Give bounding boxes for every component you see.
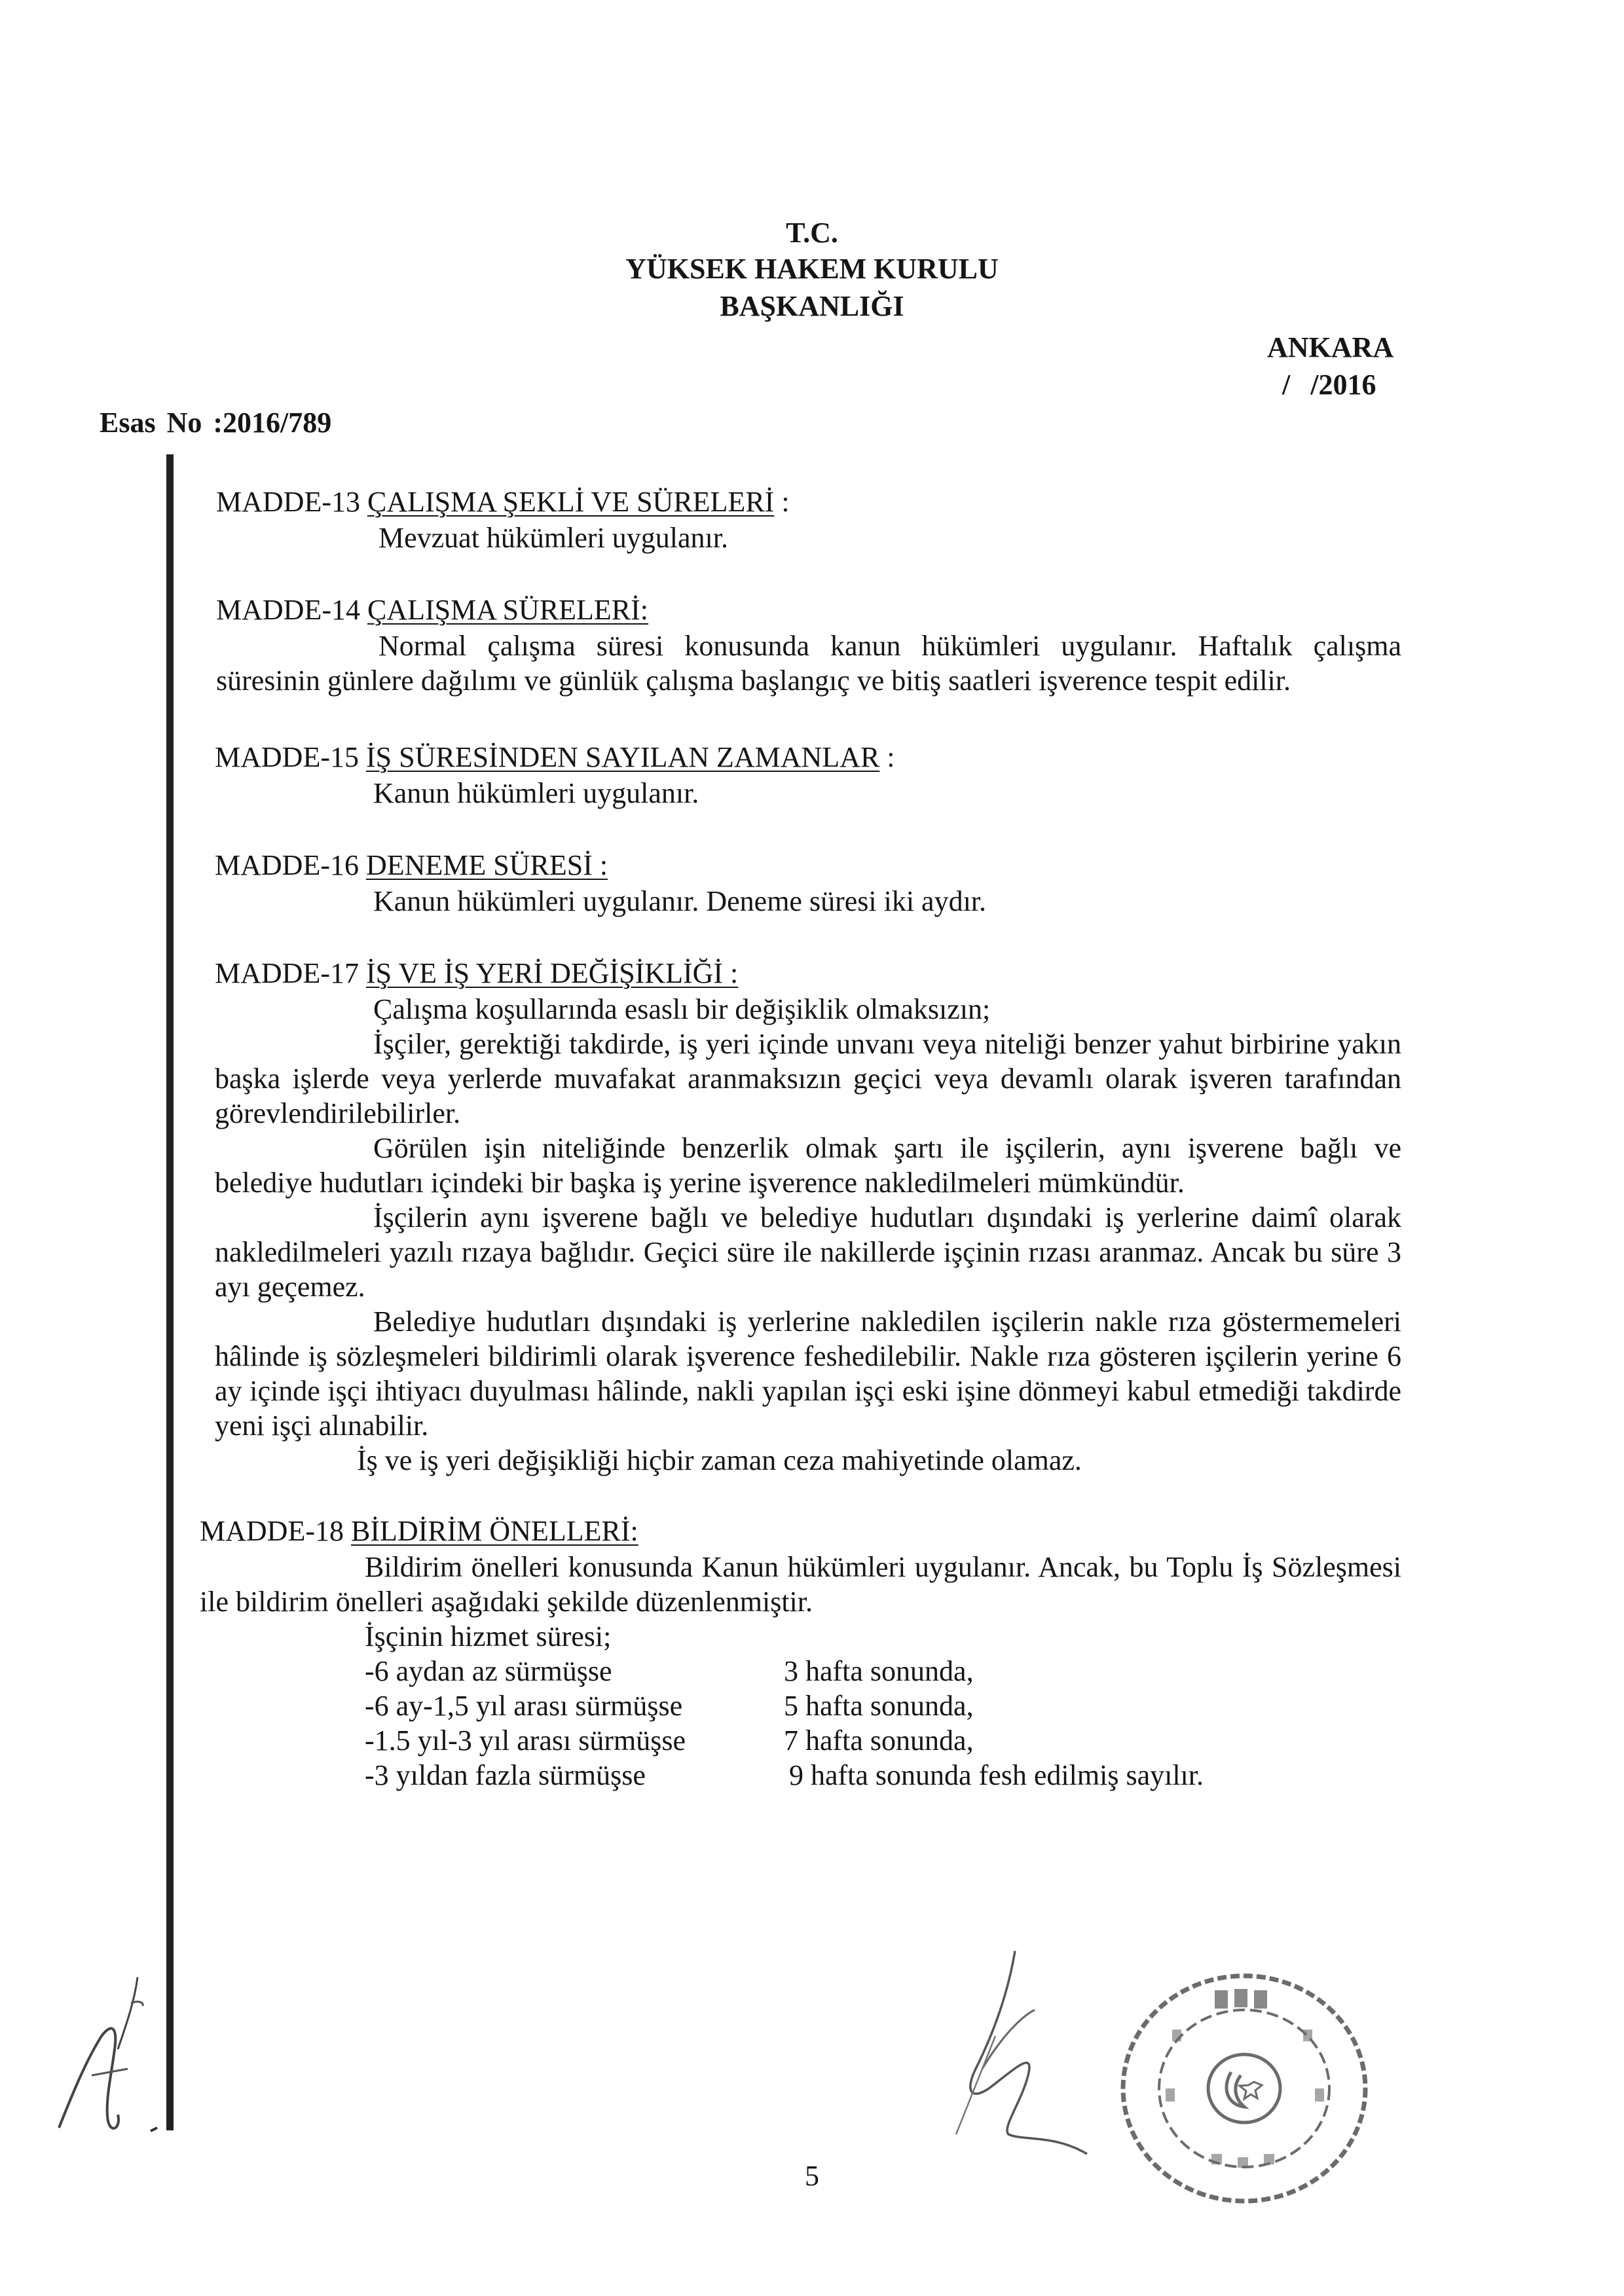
article-15-number: MADDE-15 <box>215 741 359 773</box>
article-16-heading <box>215 848 608 883</box>
article-17-number: MADDE-17 <box>215 957 359 989</box>
article-18-title: BİLDİRİM ÖNELLERİ: <box>350 1515 638 1547</box>
article-17-paragraph-1: Çalışma koşullarında esaslı bir değişiklik olmaksızın; <box>373 993 991 1025</box>
article-17-paragraph-6: İş ve iş yeri değişikliği hiçbir zaman ceza mahiyetinde olamaz. <box>357 1444 1082 1476</box>
header-institution: YÜKSEK HAKEM KURULU <box>625 253 999 285</box>
article-17-paragraph-4: İşçilerin aynı işverene bağlı ve belediye hudutları dışındaki iş yerlerine daimî olarak nakledilmeleri yazılı rızaya bağlıdır. Geçici süre ile nakillerde işçinin rızası aranmaz. Ancak bu süre 3 ayı geçemez. <box>215 1201 1401 1303</box>
article-15-title: İŞ SÜRESİNDEN SAYILAN ZAMANLAR <box>365 741 880 773</box>
notice-period: 9 hafta sonunda fesh edilmiş sayılır. <box>789 1759 1204 1791</box>
header-tc: T.C. <box>786 217 838 249</box>
notice-duration: -3 yıldan fazla sürmüşse <box>365 1759 646 1791</box>
article-16-title: DENEME SÜRESİ : <box>365 849 608 881</box>
article-15-heading <box>215 740 895 774</box>
article-13-number: MADDE-13 <box>216 486 360 518</box>
notice-row <box>365 1758 1347 1793</box>
article-18-heading <box>200 1514 638 1548</box>
article-17-title: İŞ VE İŞ YERİ DEĞİŞİKLİĞİ : <box>365 957 739 989</box>
notice-duration: -6 ay-1,5 yıl arası sürmüşse <box>365 1690 683 1722</box>
notice-row <box>365 1654 1347 1688</box>
notice-period: 7 hafta sonunda, <box>784 1724 974 1757</box>
signature <box>936 1938 1107 2174</box>
notice-period: 3 hafta sonunda, <box>784 1655 974 1687</box>
notice-row <box>365 1723 1347 1758</box>
notice-duration: -1.5 yıl-3 yıl arası sürmüşse <box>365 1724 686 1757</box>
article-13-title: ÇALIŞMA ŞEKLİ VE SÜRELERİ <box>367 486 775 518</box>
date-label: / /2016 <box>1282 369 1376 401</box>
article-15-colon: : <box>887 741 895 773</box>
article-17-paragraph-3: Görülen işin niteliğinde benzerlik olmak şartı ile işçilerin, aynı işverene bağlı ve belediye hudutları içindeki bir başka iş yerine işverence nakledilmeleri mümkündür. <box>215 1132 1401 1199</box>
article-14-title: ÇALIŞMA SÜRELERİ: <box>367 594 649 626</box>
article-14-number: MADDE-14 <box>216 594 360 626</box>
place-label: ANKARA <box>1267 331 1394 363</box>
notice-duration: -6 aydan az sürmüşse <box>365 1655 612 1687</box>
article-17-heading <box>215 956 738 991</box>
header-department: BAŞKANLIĞI <box>720 290 904 322</box>
article-13-body: Mevzuat hükümleri uygulanır. <box>378 522 728 554</box>
page-number: 5 <box>805 2160 819 2192</box>
notice-period: 5 hafta sonunda, <box>784 1690 974 1722</box>
article-18-paragraph-2: İşçinin hizmet süresi; <box>365 1620 612 1652</box>
margin-bar <box>166 454 174 2130</box>
article-17-paragraph-2: İşçiler, gerektiği takdirde, iş yeri içinde unvanı veya niteliği benzer yahut birbirine yakın başka işlerde veya yerlerde muvafakat aranmaksızın geçici veya devamlı olarak işveren tarafından görevlendirilebilirler. <box>215 1028 1401 1129</box>
article-18-paragraph-1: Bildirim önelleri konusunda Kanun hükümleri uygulanır. Ancak, bu Toplu İş Sözleşmesi ile bildirim önelleri aşağıdaki şekilde düzenlenmiştir. <box>200 1551 1401 1618</box>
case-number: Esas No :2016/789 <box>100 407 332 439</box>
article-18-number: MADDE-18 <box>200 1515 344 1547</box>
article-15-body: Kanun hükümleri uygulanır. <box>373 777 699 809</box>
article-13-colon: : <box>781 486 790 518</box>
article-16-body: Kanun hükümleri uygulanır. Deneme süresi iki aydır. <box>373 885 987 917</box>
article-14-body: Normal çalışma süresi konusunda kanun hükümleri uygulanır. Haftalık çalışma süresinin günlere dağılımı ve günlük çalışma başlangıç ve bitiş saatleri işverence tespit edilir. <box>216 630 1401 697</box>
notice-table <box>365 1654 1347 1793</box>
margin-initials-signature <box>39 1964 170 2147</box>
notice-row <box>365 1688 1347 1723</box>
article-14-heading <box>216 592 648 627</box>
article-16-number: MADDE-16 <box>215 849 359 881</box>
article-13-heading <box>216 484 790 519</box>
article-17-paragraph-5: Belediye hudutları dışındaki iş yerlerine nakledilen işçilerin nakle rıza göstermemeleri hâlinde iş sözleşmeleri bildirimli olarak işverence feshedilebilir. Nakle rıza gösteren işçilerin yerine 6 ay içinde işçi ihtiyacı duyulması hâlinde, nakli yapılan işçi eski işine dönmeyi kabul etmediği takdirde yeni işçi alınabilir. <box>215 1305 1401 1442</box>
